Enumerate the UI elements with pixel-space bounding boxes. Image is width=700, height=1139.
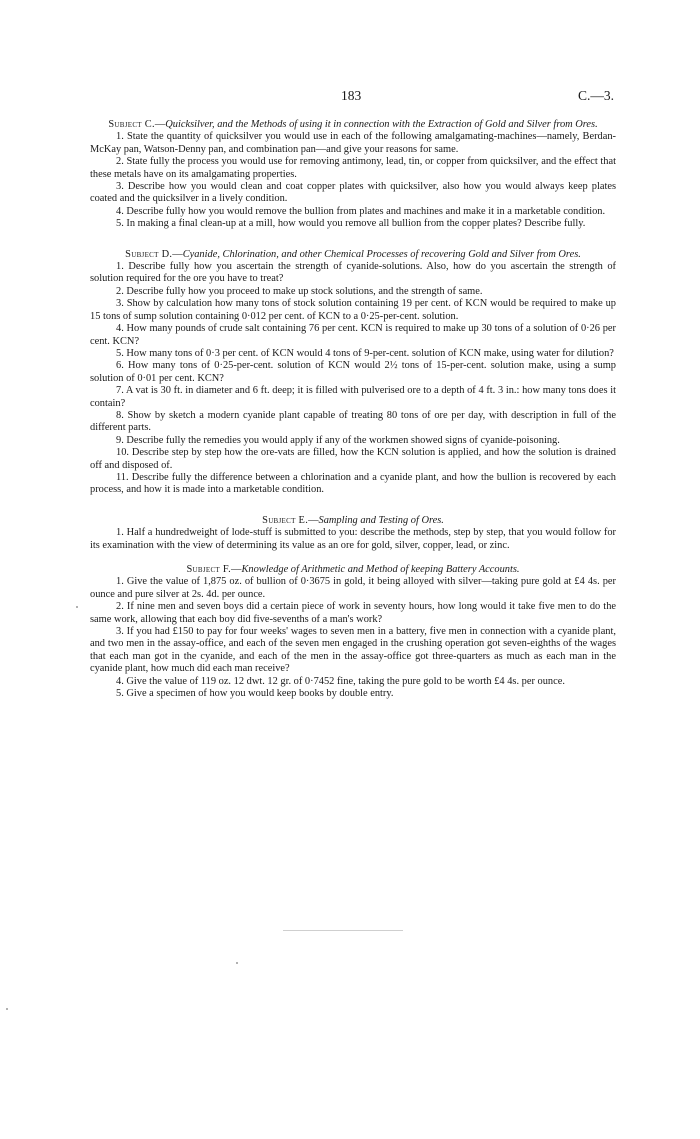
subject-f-section [90,564,616,700]
question: 3. Show by calculation how many tons of stock solution containing 19 per cent. of KCN would be required to make up 15 tons of sump solution containing 0·012 per cent. of KCN to a 0·25-per-cent. solution. [90,298,616,322]
subject-f-heading: Subject F.—Knowledge of Arithmetic and Method of keeping Battery Accounts. [186,564,520,575]
question: 5. How many tons of 0·3 per cent. of KCN would 4 tons of 9-per-cent. solution of KCN make, using water for dilution? [116,347,614,359]
question: 5. In making a final clean-up at a mill, how would you remove all bullion from the copper plates? Describe fully. [116,218,586,230]
document-reference: C.—3. [578,88,615,103]
subject-c-heading: Subject C.—Quicksilver, and the Methods of using it in connection with the Extraction of Gold and Silver from Ores. [108,119,598,130]
scan-speck [6,1008,8,1010]
question: 10. Describe step by step how the ore-vats are filled, how the KCN solution is applied, and how the solution is drained off and disposed of. [90,447,616,471]
subject-label: Subject D. [125,248,173,260]
subject-d-section [90,249,616,497]
subject-title: Cyanide, Chlorination, and other Chemical Processes of recovering Gold and Silver from Ores. [182,248,581,260]
subject-title: Sampling and Testing of Ores. [318,514,444,526]
footer-rule [283,930,403,931]
subject-label: Subject F. [186,564,232,575]
question: 1. State the quantity of quicksilver you would use in each of the following amalgamating-machines—namely, Berdan-McKay pan, Watson-Denny pan, and combination pan—and give your reasons for same. [90,131,616,155]
question: 6. How many tons of 0·25-per-cent. solution of KCN would 2½ tons of 15-per-cent. solution make, using a sump solution of 0·01 per cent. KCN? [90,360,616,384]
question: 1. Half a hundredweight of lode-stuff is submitted to you: describe the methods, step by step, that you would follow for its examination with the view of determining its value as an ore for gold, silver, copper, lead, or zinc. [90,527,616,551]
subject-title: Quicksilver, and the Methods of using it in connection with the Extraction of Gold and Silver from Ores. [165,119,598,130]
subject-label: Subject E. [262,514,309,526]
question: 8. Show by sketch a modern cyanide plant capable of treating 80 tons of ore per day, with description in full of the different parts. [90,409,616,434]
question: 1. Describe fully how you ascertain the strength of cyanide-solutions. Also, how do you ascertain the strength of solution required for the ore you have to treat? [90,261,616,285]
question: 5. Give a specimen of how you would keep books by double entry. [116,688,394,700]
question: 11. Describe fully the difference between a chlorination and a cyanide plant, and how the bullion is recovered by each process, and how it is made into a marketable condition. [90,471,616,496]
question: 2. If nine men and seven boys did a certain piece of work in seventy hours, how long would it take five men to do the same work, allowing that each boy did five-sevenths of a man's work? [90,601,616,625]
question: 3. Describe how you would clean and coat copper plates with quicksilver, also how you would always keep plates coated and the quicksilver in a lively condition. [90,181,616,205]
question: 2. State fully the process you would use for removing antimony, lead, tin, or copper from quicksilver, and the effect that these metals have on its amalgamating properties. [90,156,616,180]
scan-speck [76,606,78,608]
question: 2. Describe fully how you proceed to make up stock solutions, and the strength of same. [116,285,483,297]
subject-e-section [90,515,616,552]
question: 7. A vat is 30 ft. in diameter and 6 ft. deep; it is filled with pulverised ore to a depth of 4 ft. 3 in.: how many tons does it contain? [90,385,616,409]
question: 9. Describe fully the remedies you would apply if any of the workmen showed signs of cyanide-poisoning. [116,434,560,446]
question: 4. Describe fully how you would remove the bullion from plates and machines and make it in a marketable condition. [116,205,606,217]
subject-e-heading: Subject E.—Sampling and Testing of Ores. [262,514,444,526]
page-body [90,119,616,700]
question: 1. Give the value of 1,875 oz. of bullion of 0·3675 in gold, it being alloyed with silver—taking pure gold at £4 4s. per ounce and pure silver at 2s. 4d. per ounce. [90,576,616,600]
question: 3. If you had £150 to pay for four weeks' wages to seven men in a battery, five men in connection with a cyanide plant, and two men in the assay-office, and each of the seven men engaged in the crushing operation got seven-eighths of the wages that each man got in the cyanide, and each of the men in the assay-office got three-quarters as much as each man in the cyanide plant, how much did each man receive? [90,626,616,675]
subject-title: Knowledge of Arithmetic and Method of keeping Battery Accounts. [241,564,520,575]
question: 4. How many pounds of crude salt containing 76 per cent. KCN is required to make up 30 tons of a solution of 0·26 per cent. KCN? [90,323,616,347]
question: 4. Give the value of 119 oz. 12 dwt. 12 gr. of 0·7452 fine, taking the pure gold to be worth £4 4s. per ounce. [116,675,565,687]
subject-d-heading: Subject D.—Cyanide, Chlorination, and other Chemical Processes of recovering Gold and Silver from Ores. [125,248,581,260]
subject-c-section [90,119,616,231]
page-number: 183 [341,88,362,103]
scan-speck [236,962,238,964]
subject-label: Subject C. [108,119,155,130]
page-header [0,88,700,108]
